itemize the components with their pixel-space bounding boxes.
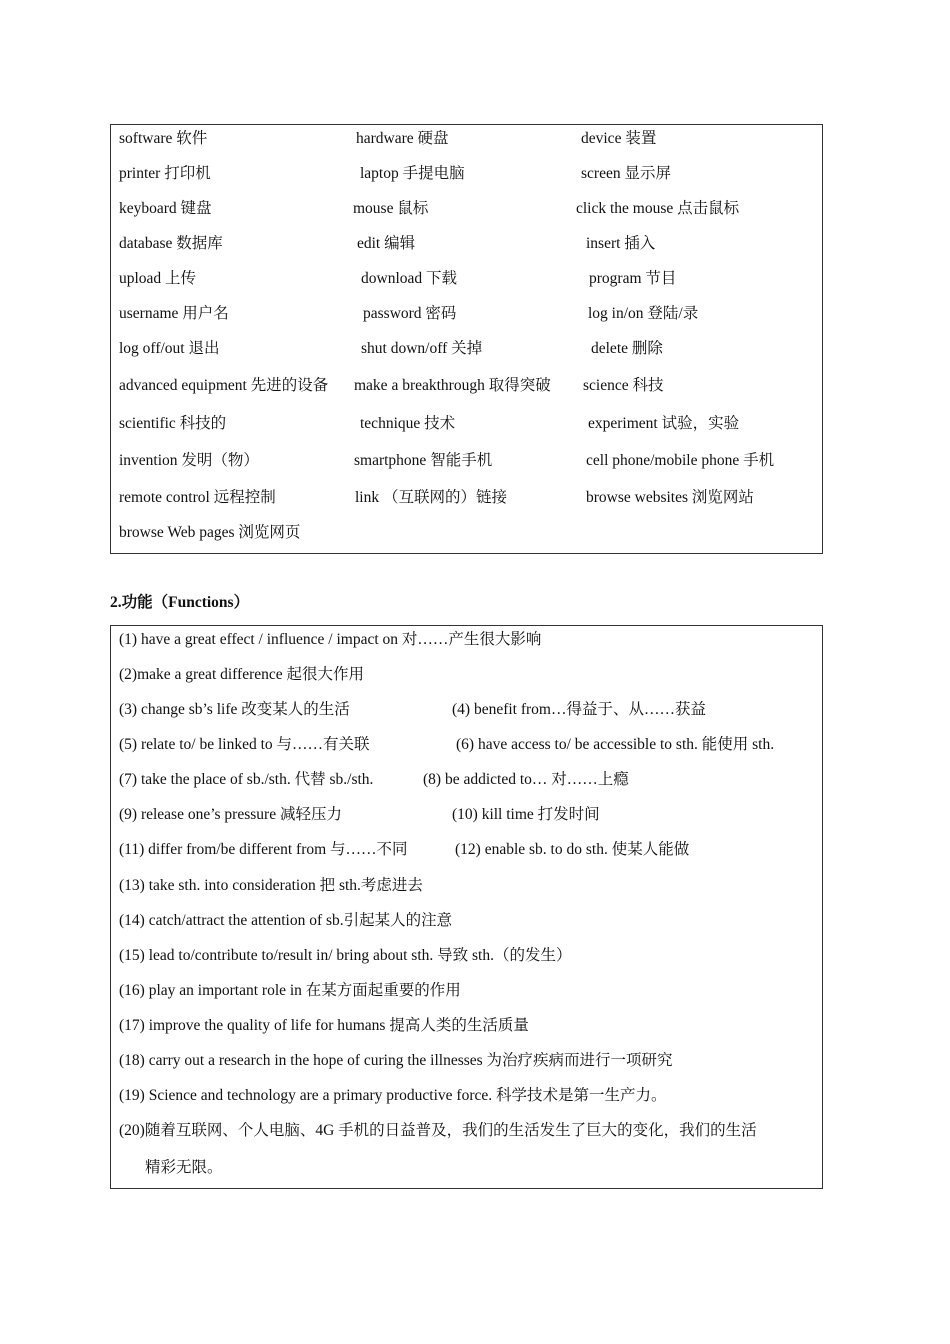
function-item: (20)随着互联网、个人电脑、4G 手机的日益普及，我们的生活发生了巨大的变化，我们的生活 [119, 1122, 757, 1139]
vocab-item: technique 技术 [360, 415, 456, 432]
vocab-item: mouse 鼠标 [353, 200, 429, 217]
vocab-item: database 数据库 [119, 235, 223, 252]
vocab-row [111, 300, 822, 328]
vocab-item: download 下载 [361, 270, 458, 287]
vocab-row [111, 447, 822, 475]
vocab-item: experiment 试验，实验 [588, 415, 740, 432]
function-item: (2)make a great difference 起很大作用 [119, 666, 365, 683]
vocab-row [111, 160, 822, 188]
vocab-row [111, 519, 822, 547]
section-title: 2.功能（Functions） [110, 594, 250, 611]
vocab-row [111, 372, 822, 400]
vocab-item: log off/out 退出 [119, 340, 220, 357]
function-item: (5) relate to/ be linked to 与……有关联 [119, 736, 370, 753]
function-item: (7) take the place of sb./sth. 代替 sb./sth. [119, 771, 374, 788]
vocab-item: upload 上传 [119, 270, 197, 287]
vocab-item: software 软件 [119, 130, 208, 147]
vocab-row [111, 230, 822, 258]
function-item: (14) catch/attract the attention of sb.引起某人的注意 [119, 912, 453, 929]
vocab-item: invention 发明（物） [119, 452, 259, 469]
vocab-item: scientific 科技的 [119, 415, 227, 432]
function-item: (13) take sth. into consideration 把 sth.考虑进去 [119, 877, 423, 894]
vocab-row [111, 335, 822, 363]
vocab-item: smartphone 智能手机 [354, 452, 493, 469]
function-item: (9) release one’s pressure 减轻压力 [119, 806, 342, 823]
function-item: (19) Science and technology are a primary productive force. 科学技术是第一生产力。 [119, 1087, 667, 1104]
vocab-item: printer 打印机 [119, 165, 211, 182]
vocab-item: click the mouse 点击鼠标 [576, 200, 740, 217]
function-item: (18) carry out a research in the hope of curing the illnesses 为治疗疾病而进行一项研究 [119, 1052, 673, 1069]
vocab-item: delete 删除 [591, 340, 663, 357]
vocab-item: browse Web pages 浏览网页 [119, 524, 301, 541]
vocab-item: science 科技 [583, 377, 664, 394]
function-item: (4) benefit from…得益于、从……获益 [452, 701, 706, 718]
function-item: (10) kill time 打发时间 [452, 806, 600, 823]
vocab-item: screen 显示屏 [581, 165, 671, 182]
vocab-item: log in/on 登陆/录 [588, 305, 699, 322]
vocab-item: username 用户名 [119, 305, 229, 322]
vocab-row [111, 410, 822, 438]
vocab-item: program 节目 [589, 270, 677, 287]
vocab-row [111, 125, 822, 153]
vocab-item: keyboard 键盘 [119, 200, 212, 217]
vocab-row [111, 195, 822, 223]
vocab-item: advanced equipment 先进的设备 [119, 377, 329, 394]
function-item: (6) have access to/ be accessible to sth. 能使用 sth. [456, 736, 775, 753]
vocab-item: device 装置 [581, 130, 657, 147]
function-item: (17) improve the quality of life for humans 提高人类的生活质量 [119, 1017, 529, 1034]
vocabulary-table [110, 124, 823, 554]
vocab-item: password 密码 [363, 305, 457, 322]
vocab-item: shut down/off 关掉 [361, 340, 483, 357]
function-item: (8) be addicted to… 对……上瘾 [423, 771, 629, 788]
vocab-item: link （互联网的）链接 [355, 489, 507, 506]
function-item: (16) play an important role in 在某方面起重要的作用 [119, 982, 461, 999]
vocab-item: cell phone/mobile phone 手机 [586, 452, 775, 469]
functions-table [110, 625, 823, 1189]
vocab-row [111, 484, 822, 512]
vocab-item: laptop 手提电脑 [360, 165, 465, 182]
function-item: (12) enable sb. to do sth. 使某人能做 [455, 841, 690, 858]
vocab-item: remote control 远程控制 [119, 489, 276, 506]
vocab-item: insert 插入 [586, 235, 656, 252]
function-item: (3) change sb’s life 改变某人的生活 [119, 701, 350, 718]
function-item: (11) differ from/be different from 与……不同 [119, 841, 408, 858]
vocab-item: make a breakthrough 取得突破 [354, 377, 551, 394]
function-item: (1) have a great effect / influence / impact on 对……产生很大影响 [119, 631, 542, 648]
vocab-item: browse websites 浏览网站 [586, 489, 754, 506]
vocab-item: hardware 硬盘 [356, 130, 449, 147]
function-item-continuation: 精彩无限。 [145, 1159, 223, 1176]
function-item: (15) lead to/contribute to/result in/ bring about sth. 导致 sth.（的发生） [119, 947, 572, 964]
vocab-row [111, 265, 822, 293]
vocab-item: edit 编辑 [357, 235, 416, 252]
